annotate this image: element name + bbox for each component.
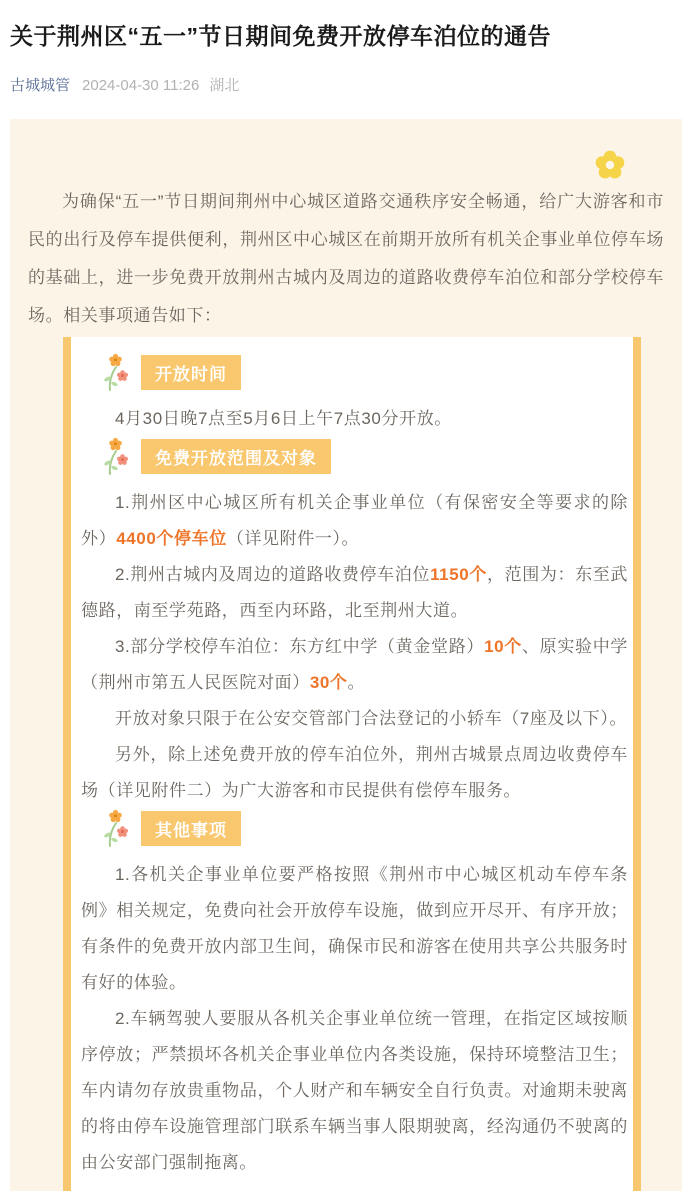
flower-sprig-icon <box>103 437 129 475</box>
account-link[interactable]: 古城城管 <box>10 77 71 95</box>
notice-paragraph <box>81 557 628 629</box>
notice-paragraph <box>81 401 628 437</box>
notice-section <box>81 809 628 1181</box>
paragraph-text: 。 <box>347 673 366 693</box>
paragraph-text: 4月30日晚7点至5月6日上午7点30分开放。 <box>115 409 452 429</box>
notice-section <box>81 437 628 809</box>
notice-card <box>63 337 641 1191</box>
page-title: 关于荆州区“五一”节日期间免费开放停车泊位的通告 <box>10 23 551 49</box>
paragraph-text: 2.车辆驾驶人要服从各机关企事业单位统一管理，在指定区域按顺序停放；严禁损坏各机关企事业单位内各类设施，保持环境整洁卫生；车内请勿存放贵重物品，个人财产和车辆安全自行负责。对逾期未驶离的将由停车设施管理部门联系车辆当事人限期驶离，经沟通仍不驶离的由公安部门强制拖离。 <box>81 1009 628 1173</box>
paragraph-text: 2.荆州古城内及周边的道路收费停车泊位 <box>115 565 431 585</box>
paragraph-text: 另外，除上述免费开放的停车泊位外，荆州古城景点周边收费停车场（详见附件二）为广大游客和市民提供有偿停车服务。 <box>81 745 628 801</box>
article-content <box>10 119 682 1191</box>
notice-paragraph <box>81 485 628 557</box>
paragraph-text: 1.荆州区中心城区所有机关企事业单位（有保密安全等要求的除外） <box>81 493 628 549</box>
paragraph-text: 、原实验中学（荆州市第五人民医院对面） <box>81 637 628 693</box>
flower-sprig-icon <box>103 809 129 847</box>
flower-sprig-icon <box>103 353 129 391</box>
paragraph-text: 1.各机关企事业单位要严格按照《荆州市中心城区机动车停车条例》相关规定，免费向社会开放停车设施，做到应开尽开、有序开放；有条件的免费开放内部卫生间，确保市民和游客在使用共享公共服务时有好的体验。 <box>81 865 628 993</box>
paragraph-text: （详见附件一）。 <box>226 529 360 549</box>
byline <box>10 74 682 95</box>
notice-paragraph <box>81 629 628 701</box>
section-heading-badge: 免费开放范围及对象 <box>141 439 331 474</box>
highlight-number: 4400个停车位 <box>116 529 227 549</box>
paragraph-text: ，范围为：东至武德路，南至学苑路，西至内环路，北至荆州大道。 <box>81 565 628 621</box>
notice-paragraph <box>81 857 628 1001</box>
highlight-number: 30个 <box>309 673 348 693</box>
highlight-number: 1150个 <box>430 565 487 585</box>
section-heading-badge: 开放时间 <box>141 355 241 390</box>
highlight-number: 10个 <box>484 637 522 657</box>
paragraph-text: 3.部分学校停车泊位：东方红中学（黄金堂路） <box>115 637 485 657</box>
section-header <box>103 809 628 847</box>
notice-paragraph <box>81 1001 628 1181</box>
notice-section <box>81 353 628 437</box>
flower-icon <box>594 149 626 181</box>
notice-paragraph <box>81 701 628 737</box>
section-header <box>103 353 628 391</box>
publish-region: 湖北 <box>209 77 240 95</box>
notice-paragraph <box>81 737 628 809</box>
section-heading-badge: 其他事项 <box>141 811 241 846</box>
section-header <box>103 437 628 475</box>
publish-datetime: 2024-04-30 11:26 <box>82 77 200 95</box>
paragraph-text: 开放对象只限于在公安交管部门合法登记的小轿车（7座及以下）。 <box>115 709 627 729</box>
intro-paragraph: 为确保“五一”节日期间荆州中心城区道路交通秩序安全畅通，给广大游客和市民的出行及停车提供便利，荆州区中心城区在前期开放所有机关企事业单位停车场的基础上，进一步免费开放荆州古城内及周边的道路收费停车泊位和部分学校停车场。相关事项通告如下： <box>28 192 664 326</box>
